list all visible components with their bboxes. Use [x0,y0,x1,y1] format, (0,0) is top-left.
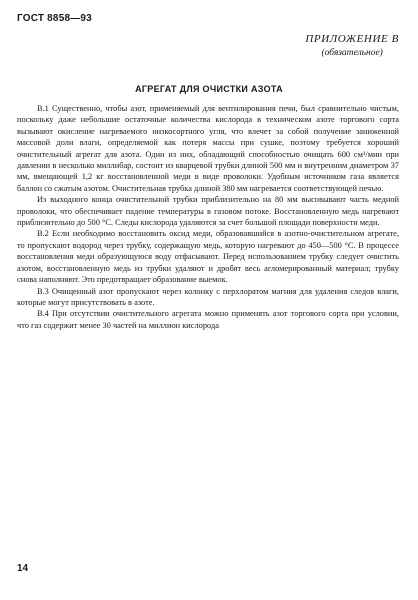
appendix-label [305,32,399,60]
paragraph-b3: В.3 Очищенный азот пропускают через колонку с перхлоратом магния для удаления следов влаги, которые могут присутствовать в азоте. [17,286,399,307]
paragraph-b4: В.4 При отсутствии очистительного агрегата можно применять азот торгового сорта при условии, что газ содержит менее 30 частей на миллион кислорода [17,309,399,330]
document-body [17,103,399,331]
appendix-title: ПРИЛОЖЕНИЕ В [305,33,399,45]
page-number: 14 [17,563,29,574]
paragraph-b1: В.1 Существенно, чтобы азот, применяемый для вентилирования печи, был сравнительно чистым, поскольку даже небольшие остаточные количества кислорода в техническом азоте торгового сорта вызывают окисление нагреваемого низкосортного угля, что влечет за собой получение заниженной массовой доли влаги, определяемой как потеря массы при сушке, поэтому требуется хороший очистительный агрегат для азота. Один из них, обладающий способностью очищать 600 см³/мин при давлении в несколько миллибар, состоит из кварцевой трубки длиной 500 мм и внутренним диаметром 37 мм, вмещающей 1,2 кг восстановленной меди в виде проволоки. Удобным источником газа является баллон со сжатым азотом. Очистительная трубка длиной 380 мм нагревается соответствующей печью. [17,104,399,193]
section-heading: АГРЕГАТ ДЛЯ ОЧИСТКИ АЗОТА [135,84,283,94]
paragraph-b2: В.2 Если необходимо восстановить оксид меди, образовавшийся в азотно-очистительном агрегате, то пропускают водород через трубку, содержащую медь, которую нагревают до 450—500 °C. В процессе восстановления меди образующуюся воду отфасывают. Перед использованием трубку следует очистить азотом, восстановленную медь из трубки удаляют и дробят весь агломерированный материал; трубку снова наполняют. Это предотвращает образование выемок. [17,229,399,285]
document-code: ГОСТ 8858—93 [17,13,92,24]
paragraph-b1-continued: Из выходного конца очистительной трубки приблизительно на 80 мм высовывают часть медной проволоки, что обеспечивает падение температуры в газовом потоке. Восстановленную медь нагревают приблизительно до 500 °C. Следы кислорода удаляются за счет большой площади поверхности меди. [17,195,399,228]
appendix-status: (обязательное) [321,48,383,58]
